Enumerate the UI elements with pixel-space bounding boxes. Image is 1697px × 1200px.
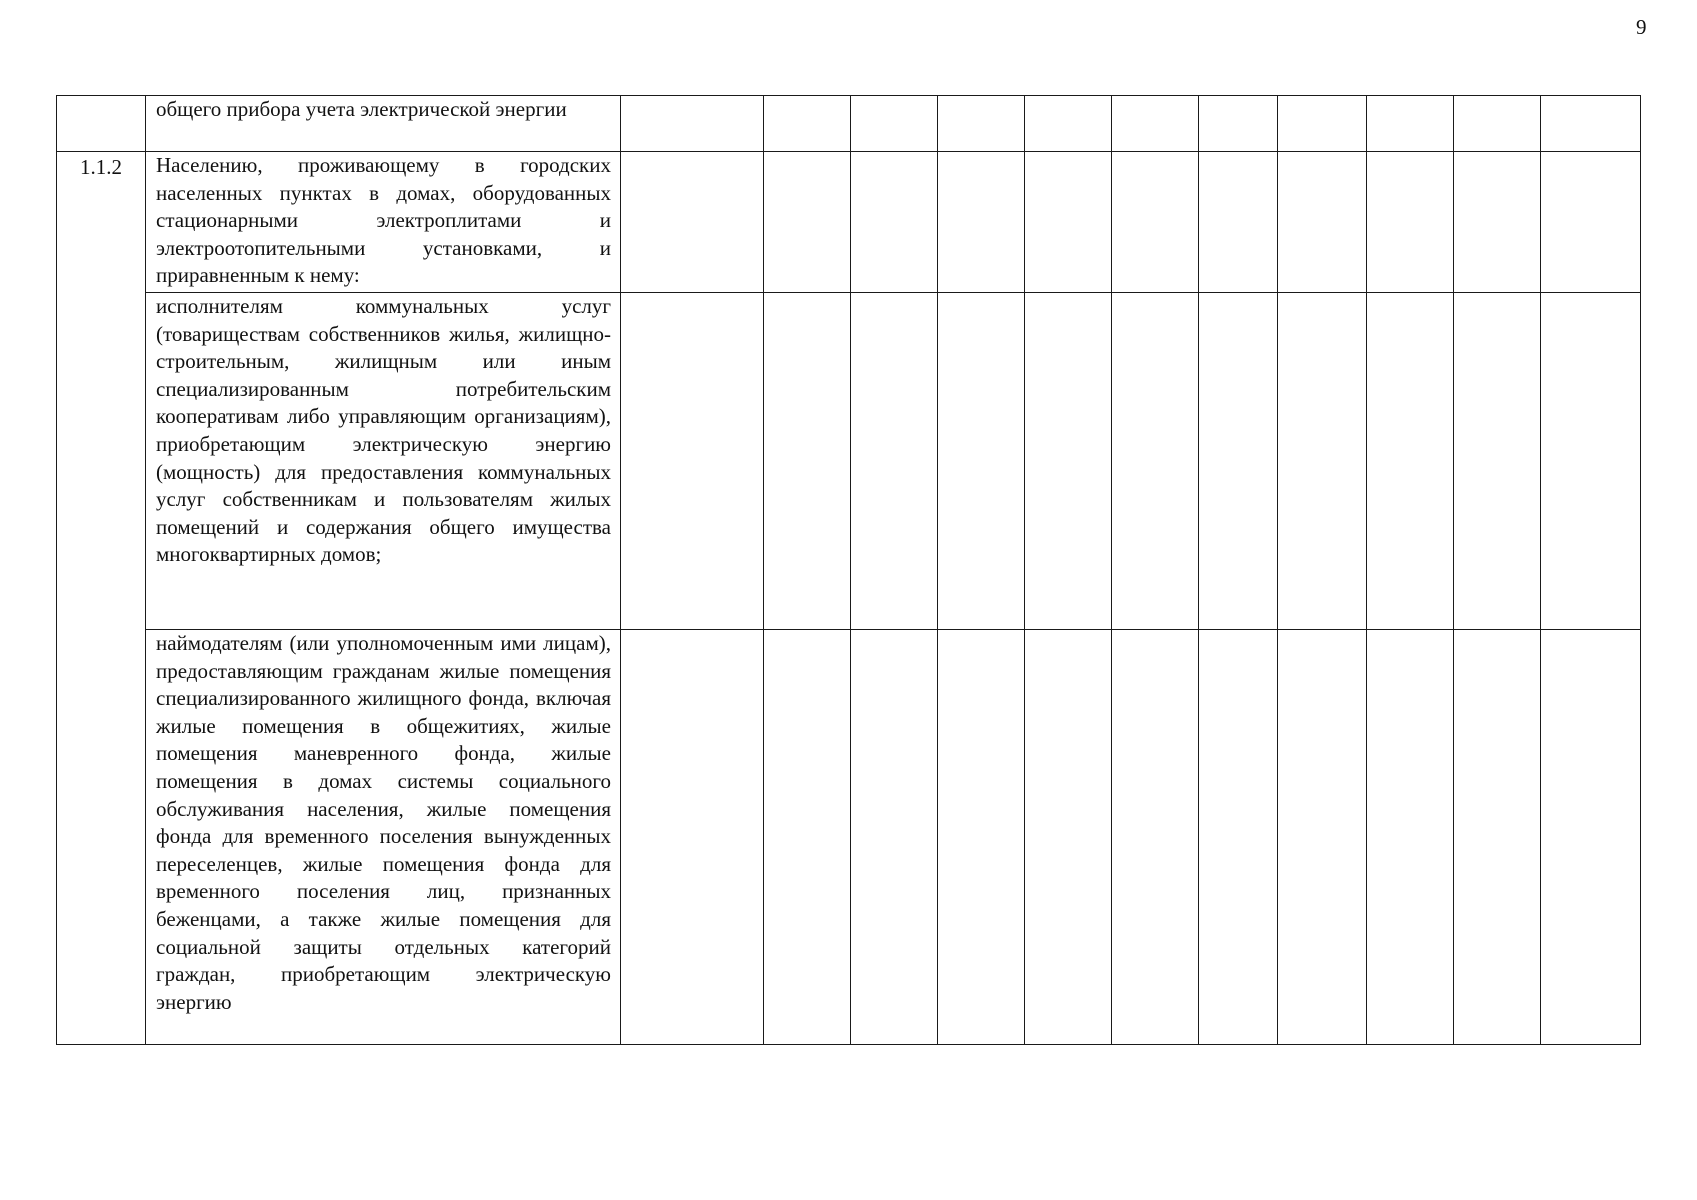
row-description: наймодателям (или уполномоченным ими лицам), предоставляющим гражданам жилые помещения специализированного жилищного фонда, включая жилые помещения в общежитиях, жилые помещения маневренного фонда, жилые помещения в домах системы социального обслуживания населения, жилые помещения фонда для временного поселения вынужденных переселенцев, жилые помещения фонда для временного поселения лиц, признанных беженцами, а также жилые помещения для социальной защиты отдельных категорий граждан, приобретающим электрическую энергию xyxy=(156,631,611,1014)
value-cell xyxy=(1541,96,1641,152)
value-cell xyxy=(764,630,851,1045)
value-cell xyxy=(1112,293,1199,630)
value-cell xyxy=(1199,630,1278,1045)
value-cell xyxy=(851,630,938,1045)
value-cell xyxy=(1454,96,1541,152)
value-cell xyxy=(621,293,764,630)
value-cell xyxy=(621,630,764,1045)
value-cell xyxy=(938,293,1025,630)
value-cell xyxy=(1199,152,1278,293)
value-cell xyxy=(1541,630,1641,1045)
value-cell xyxy=(1541,293,1641,630)
value-cell xyxy=(1278,96,1367,152)
value-cell xyxy=(1367,293,1454,630)
row-description-cell xyxy=(146,152,621,293)
value-cell xyxy=(851,152,938,293)
row-description: Населению, проживающему в городских населенных пунктах в домах, оборудованных стационарными электроплитами и электроотопительными установками, и приравненным к нему: xyxy=(156,153,611,288)
row-description-cell xyxy=(146,630,621,1045)
value-cell xyxy=(1367,152,1454,293)
value-cell xyxy=(1112,630,1199,1045)
tariff-table xyxy=(56,95,1641,1045)
value-cell xyxy=(1199,293,1278,630)
table-row xyxy=(57,630,1641,1045)
value-cell xyxy=(1278,293,1367,630)
table-row xyxy=(57,293,1641,630)
row-description: исполнителям коммунальных услуг (товариществам собственников жилья, жилищно-строительным, жилищным или иным специализированным потребительским кооперативам либо управляющим организациям), приобретающим электрическую энергию (мощность) для предоставления коммунальных услуг собственникам и пользователям жилых помещений и содержания общего имущества многоквартирных домов; xyxy=(156,294,611,567)
value-cell xyxy=(851,96,938,152)
value-cell xyxy=(1025,152,1112,293)
row-number-cell xyxy=(57,96,146,152)
table-row xyxy=(57,152,1641,293)
value-cell xyxy=(1278,152,1367,293)
row-description-cell xyxy=(146,96,621,152)
value-cell xyxy=(1112,152,1199,293)
page-number: 9 xyxy=(1636,15,1647,39)
value-cell xyxy=(1367,630,1454,1045)
value-cell xyxy=(1025,96,1112,152)
value-cell xyxy=(1454,152,1541,293)
value-cell xyxy=(1112,96,1199,152)
value-cell xyxy=(764,152,851,293)
value-cell xyxy=(1454,630,1541,1045)
value-cell xyxy=(851,293,938,630)
value-cell xyxy=(938,630,1025,1045)
value-cell xyxy=(1278,630,1367,1045)
value-cell xyxy=(938,96,1025,152)
table-row xyxy=(57,96,1641,152)
value-cell xyxy=(1025,293,1112,630)
value-cell xyxy=(764,293,851,630)
row-number-cell: 1.1.2 xyxy=(57,152,146,1045)
value-cell xyxy=(1454,293,1541,630)
value-cell xyxy=(1199,96,1278,152)
value-cell xyxy=(1025,630,1112,1045)
row-description-cell xyxy=(146,293,621,630)
value-cell xyxy=(621,96,764,152)
value-cell xyxy=(1367,96,1454,152)
value-cell xyxy=(764,96,851,152)
row-description: общего прибора учета электрической энергии xyxy=(156,97,567,121)
value-cell xyxy=(1541,152,1641,293)
value-cell xyxy=(621,152,764,293)
value-cell xyxy=(938,152,1025,293)
